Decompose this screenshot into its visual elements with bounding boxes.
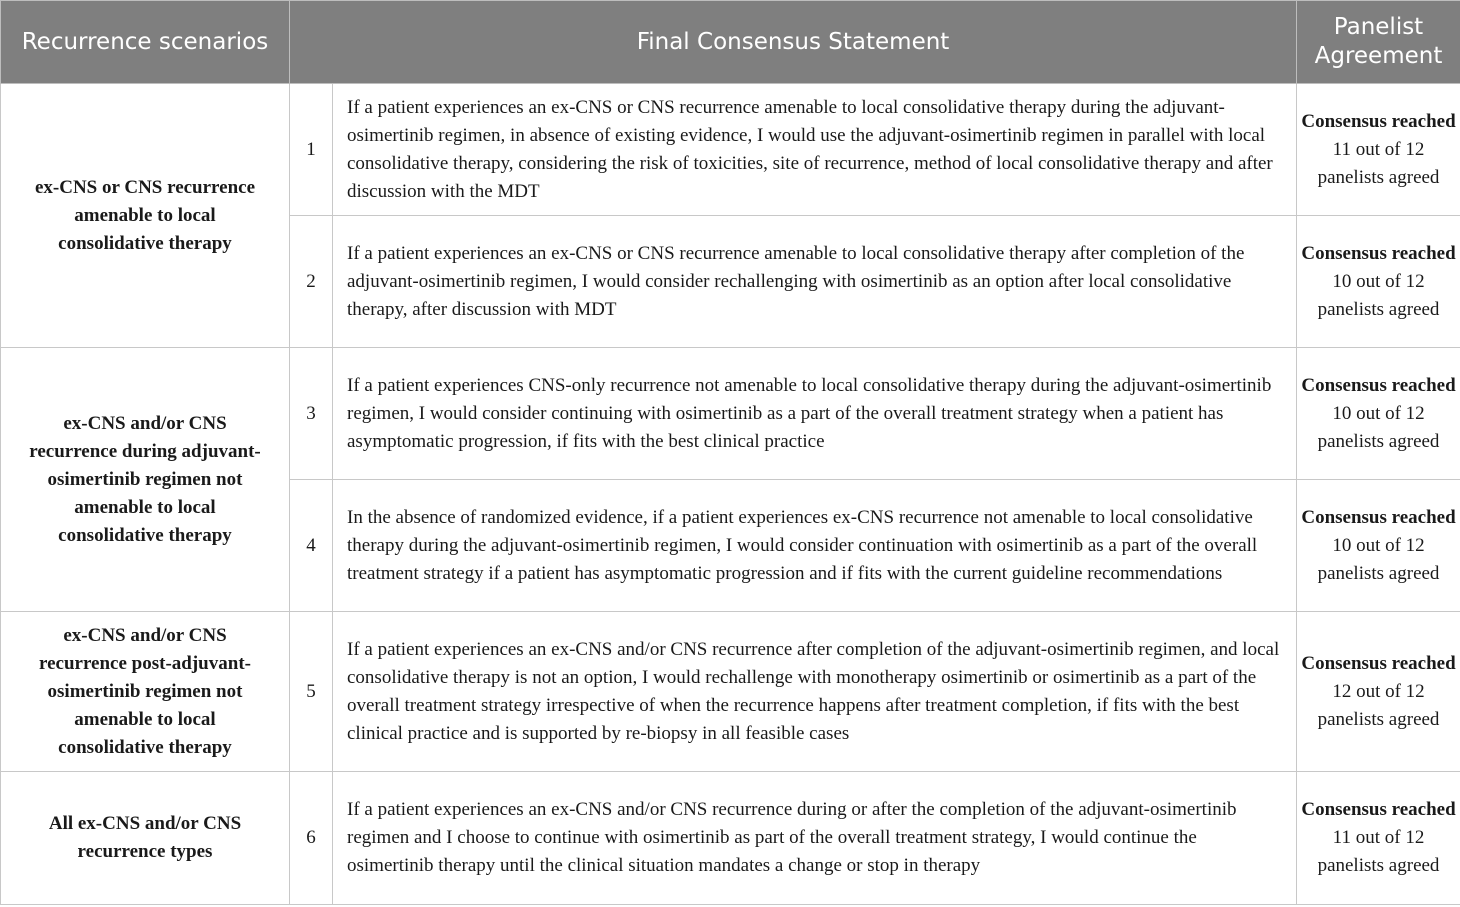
agreement-count: 12 out of 12 panelists agreed xyxy=(1317,680,1440,730)
statement-number: 2 xyxy=(290,216,333,348)
statement-number: 3 xyxy=(290,348,333,480)
statement-number: 1 xyxy=(290,84,333,216)
statement-text: If a patient experiences an ex-CNS or CNS recurrence amenable to local consolidative therapy after completion of the adjuvant-osimertinib regimen, I would consider rechallenging with osimertinib as an option after local consolidative therapy, after discussion with MDT xyxy=(333,216,1297,348)
agreement-cell xyxy=(1297,772,1460,905)
agreement-status: Consensus reached xyxy=(1301,110,1456,132)
agreement-count: 10 out of 12 panelists agreed xyxy=(1317,270,1440,320)
statement-number: 4 xyxy=(290,480,333,612)
agreement-cell xyxy=(1297,480,1460,612)
agreement-cell xyxy=(1297,216,1460,348)
agreement-status: Consensus reached xyxy=(1301,799,1456,820)
statement-text: If a patient experiences an ex-CNS or CNS recurrence amenable to local consolidative therapy during the adjuvant-osimertinib regimen, in absence of existing evidence, I would use the adjuvant-osimertinib regimen in parallel with local consolidative therapy, considering the risk of toxicities, site of recurrence, method of local consolidative therapy and after discussion with the MDT xyxy=(333,84,1297,216)
scenario-cell: ex-CNS and/or CNS recurrence during adjuvant-osimertinib regimen not amenable to local consolidative therapy xyxy=(1,348,290,612)
agreement-count: 10 out of 12 panelists agreed xyxy=(1317,402,1440,452)
statement-text: In the absence of randomized evidence, if a patient experiences ex-CNS recurrence not amenable to local consolidative therapy during the adjuvant-osimertinib regimen, I would consider continuation with osimertinib as a part of the overall treatment strategy if a patient has asymptomatic progression and if fits with the current guideline recommendations xyxy=(333,480,1297,612)
scenario-cell: ex-CNS and/or CNS recurrence post-adjuvant-osimertinib regimen not amenable to local consolidative therapy xyxy=(1,612,290,772)
agreement-cell xyxy=(1297,84,1460,216)
statement-number: 5 xyxy=(290,612,333,772)
header-final-consensus-statement: Final Consensus Statement xyxy=(290,1,1297,84)
agreement-count: 11 out of 12 panelists agreed xyxy=(1317,138,1440,188)
agreement-cell xyxy=(1297,612,1460,772)
agreement-count: 11 out of 12 panelists agreed xyxy=(1317,827,1440,876)
header-panelist-agreement: Panelist Agreement xyxy=(1297,1,1460,84)
statement-number: 6 xyxy=(290,772,333,905)
agreement-status: Consensus reached xyxy=(1301,506,1456,528)
header-recurrence-scenarios: Recurrence scenarios xyxy=(1,1,290,84)
scenario-cell: All ex-CNS and/or CNS recurrence types xyxy=(1,772,290,905)
statement-text: If a patient experiences CNS-only recurrence not amenable to local consolidative therapy during the adjuvant-osimertinib regimen, I would consider continuing with osimertinib as a part of the overall treatment strategy when a patient has asymptomatic progression, if fits with the best clinical practice xyxy=(333,348,1297,480)
agreement-status: Consensus reached xyxy=(1301,652,1456,674)
table-row xyxy=(1,84,1460,216)
table-row xyxy=(1,612,1460,772)
table-row xyxy=(1,772,1460,905)
statement-text: If a patient experiences an ex-CNS and/or CNS recurrence during or after the completion of the adjuvant-osimertinib regimen and I choose to continue with osimertinib as part of the overall treatment strategy, I would continue the osimertinib therapy until the clinical situation mandates a change or stop in therapy xyxy=(333,772,1297,905)
scenario-cell: ex-CNS or CNS recurrence amenable to local consolidative therapy xyxy=(1,84,290,348)
header-row xyxy=(1,1,1460,84)
table-row xyxy=(1,348,1460,480)
agreement-cell xyxy=(1297,348,1460,480)
agreement-count: 10 out of 12 panelists agreed xyxy=(1317,534,1440,584)
agreement-status: Consensus reached xyxy=(1301,242,1456,264)
statement-text: If a patient experiences an ex-CNS and/or CNS recurrence after completion of the adjuvant-osimertinib regimen, and local consolidative therapy is not an option, I would rechallenge with monotherapy osimertinib or osimertinib as a part of the overall treatment strategy irrespective of when the recurrence happens after treatment completion, if fits with the best clinical practice and is supported by re-biopsy in all feasible cases xyxy=(333,612,1297,772)
agreement-status: Consensus reached xyxy=(1301,374,1456,396)
